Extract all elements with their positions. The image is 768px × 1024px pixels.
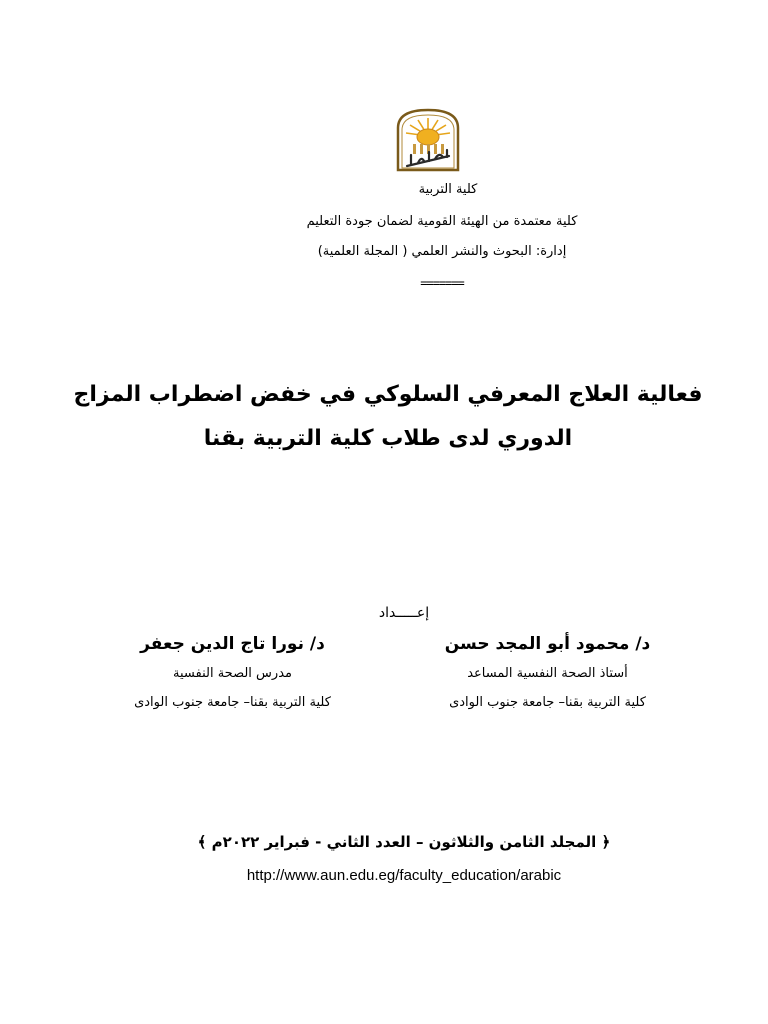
author-name: د/ نورا تاج الدين جعفر	[140, 634, 325, 654]
author-block-1	[420, 633, 675, 711]
issue-info: ﴿ المجلد الثامن والثلاثون – العدد الثاني - فبراير ٢٠٢٢م ﴾	[197, 833, 611, 851]
faculty-name: كلية التربية	[418, 182, 478, 197]
prepared-by-label: إعـــــداد	[378, 605, 430, 621]
author-affiliation: كلية التربية بقنا– جامعة جنوب الوادى	[134, 695, 331, 710]
separator: =======	[420, 276, 464, 290]
research-title-line2: الدوري لدى طلاب كلية التربية بقنا	[203, 426, 573, 451]
author-affiliation: كلية التربية بقنا– جامعة جنوب الوادى	[449, 695, 646, 710]
author-block-2	[105, 633, 360, 711]
author-name: د/ محمود أبو المجد حسن	[444, 634, 651, 654]
author-role: أستاذ الصحة النفسية المساعد	[467, 666, 628, 681]
university-logo	[391, 106, 465, 172]
accreditation-text: كلية معتمدة من الهيئة القومية لضمان جودة التعليم	[306, 214, 578, 229]
department-text: إدارة: البحوث والنشر العلمي ( المجلة العلمية)	[317, 244, 567, 259]
author-role: مدرس الصحة النفسية	[173, 666, 292, 681]
research-title-line1: فعالية العلاج المعرفي السلوكي في خفض اضطراب المزاج	[73, 382, 703, 407]
faculty-url[interactable]: http://www.aun.edu.eg/faculty_education/arabic	[246, 867, 562, 884]
